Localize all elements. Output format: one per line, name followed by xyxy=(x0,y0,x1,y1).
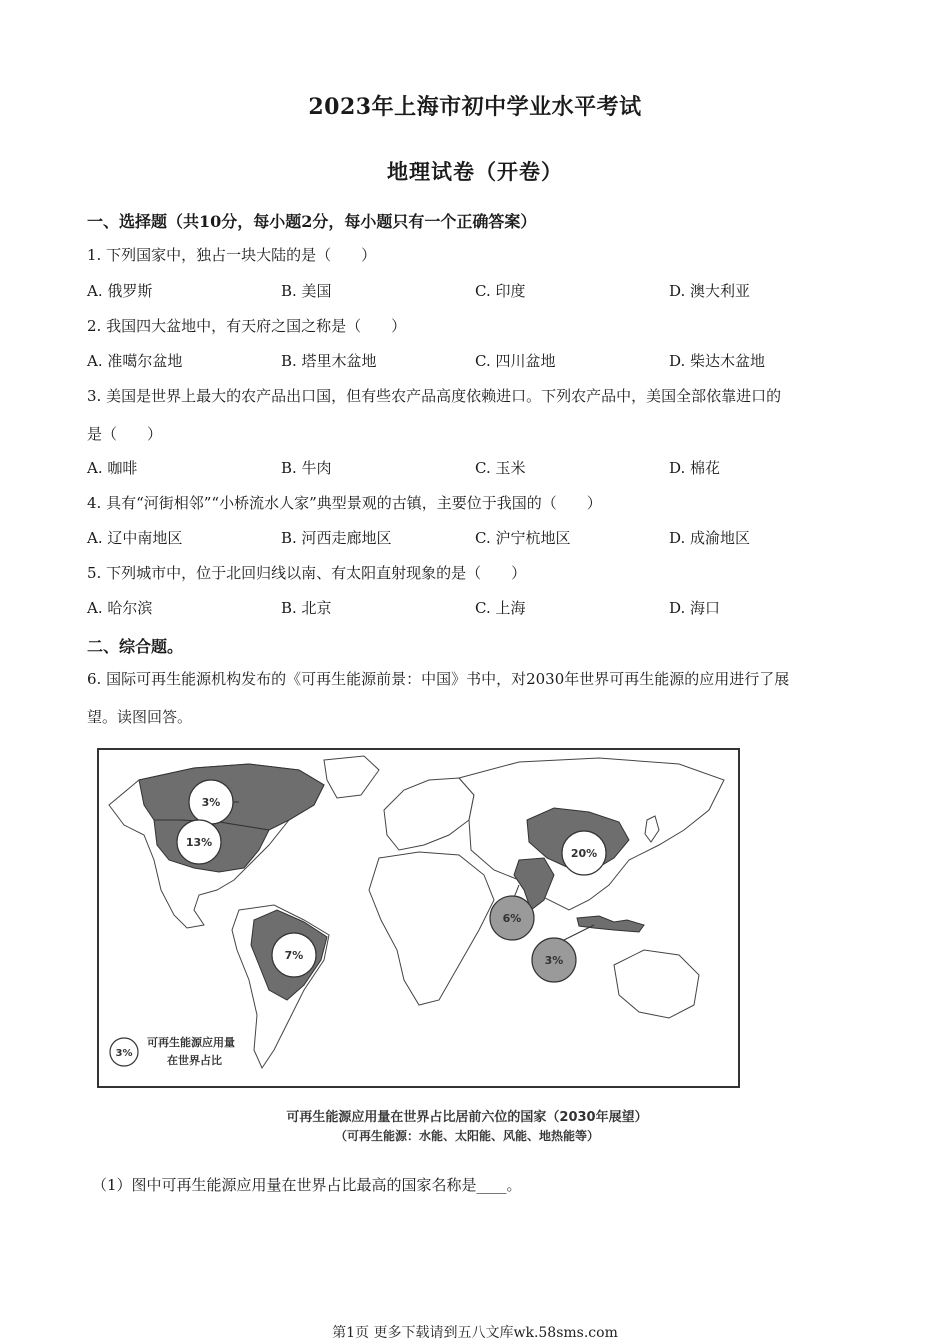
option-a: A. 俄罗斯 xyxy=(87,282,153,300)
percent-label: 13% xyxy=(185,836,213,849)
option-c: C. 上海 xyxy=(475,599,526,617)
percent-label: 7% xyxy=(284,949,304,962)
map-caption: 可再生能源应用量在世界占比居前六位的国家（2030年展望） xyxy=(286,1110,648,1125)
exam-title: 2023年上海市初中学业水平考试 xyxy=(308,94,642,120)
africa-landmass xyxy=(369,852,494,1005)
section-heading-choice: 一、选择题（共10分，每小题2分，每小题只有一个正确答案） xyxy=(87,212,537,231)
percent-label: 3% xyxy=(544,954,564,967)
option-a: A. 准噶尔盆地 xyxy=(87,352,183,370)
sub-question-1: （1）图中可再生能源应用量在世界占比最高的国家名称是____。 xyxy=(92,1176,522,1194)
option-d: D. 成渝地区 xyxy=(669,529,751,547)
legend-value: 3% xyxy=(115,1048,133,1059)
option-d: D. 柴达木盆地 xyxy=(669,352,766,370)
europe-landmass xyxy=(384,778,474,850)
option-a: A. 哈尔滨 xyxy=(87,599,153,617)
legend-line1: 可再生能源应用量 xyxy=(147,1036,235,1049)
world-map xyxy=(99,750,738,1086)
option-d: D. 澳大利亚 xyxy=(669,282,751,300)
page-footer: 第1页 更多下载请到五八文库wk.58sms.com xyxy=(332,1325,618,1341)
option-c: C. 四川盆地 xyxy=(475,352,556,370)
section-heading-comprehensive: 二、综合题。 xyxy=(87,637,184,656)
option-a: A. 辽中南地区 xyxy=(87,529,183,547)
question-stem-continued: 是（ ） xyxy=(87,425,163,443)
option-c: C. 印度 xyxy=(475,282,526,300)
percent-label: 3% xyxy=(201,796,221,809)
option-d: D. 棉花 xyxy=(669,459,721,477)
option-d: D. 海口 xyxy=(669,599,721,617)
option-b: B. 河西走廊地区 xyxy=(281,529,392,547)
question-stem: 2. 我国四大盆地中，有天府之国之称是（ ） xyxy=(87,317,407,335)
question-stem: 5. 下列城市中，位于北回归线以南、有太阳直射现象的是（ ） xyxy=(87,564,527,582)
option-b: B. 美国 xyxy=(281,282,332,300)
australia-landmass xyxy=(614,950,699,1018)
percent-label: 6% xyxy=(502,912,522,925)
option-a: A. 咖啡 xyxy=(87,459,138,477)
question-stem: 4. 具有“河街相邻”“小桥流水人家”典型景观的古镇，主要位于我国的（ ） xyxy=(87,494,602,512)
question-stem: 6. 国际可再生能源机构发布的《可再生能源前景：中国》书中，对2030年世界可再生能源的应用进行了展 xyxy=(87,670,790,688)
legend-line2: 在世界占比 xyxy=(167,1054,222,1067)
question-stem-continued: 望。读图回答。 xyxy=(87,708,193,726)
greenland xyxy=(324,756,379,798)
exam-subtitle: 地理试卷（开卷） xyxy=(387,159,563,184)
map-caption-note: （可再生能源：水能、太阳能、风能、地热能等） xyxy=(334,1129,599,1143)
option-b: B. 牛肉 xyxy=(281,459,332,477)
question-stem: 3. 美国是世界上最大的农产品出口国，但有些农产品高度依赖进口。下列农产品中，美国全部依靠进口的 xyxy=(87,387,782,405)
indonesia-region xyxy=(577,916,644,932)
option-b: B. 塔里木盆地 xyxy=(281,352,377,370)
world-map-figure xyxy=(97,748,740,1088)
question-stem: 1. 下列国家中，独占一块大陆的是（ ） xyxy=(87,246,377,264)
option-c: C. 沪宁杭地区 xyxy=(475,529,571,547)
option-b: B. 北京 xyxy=(281,599,332,617)
percent-label: 20% xyxy=(570,847,598,860)
option-c: C. 玉米 xyxy=(475,459,526,477)
